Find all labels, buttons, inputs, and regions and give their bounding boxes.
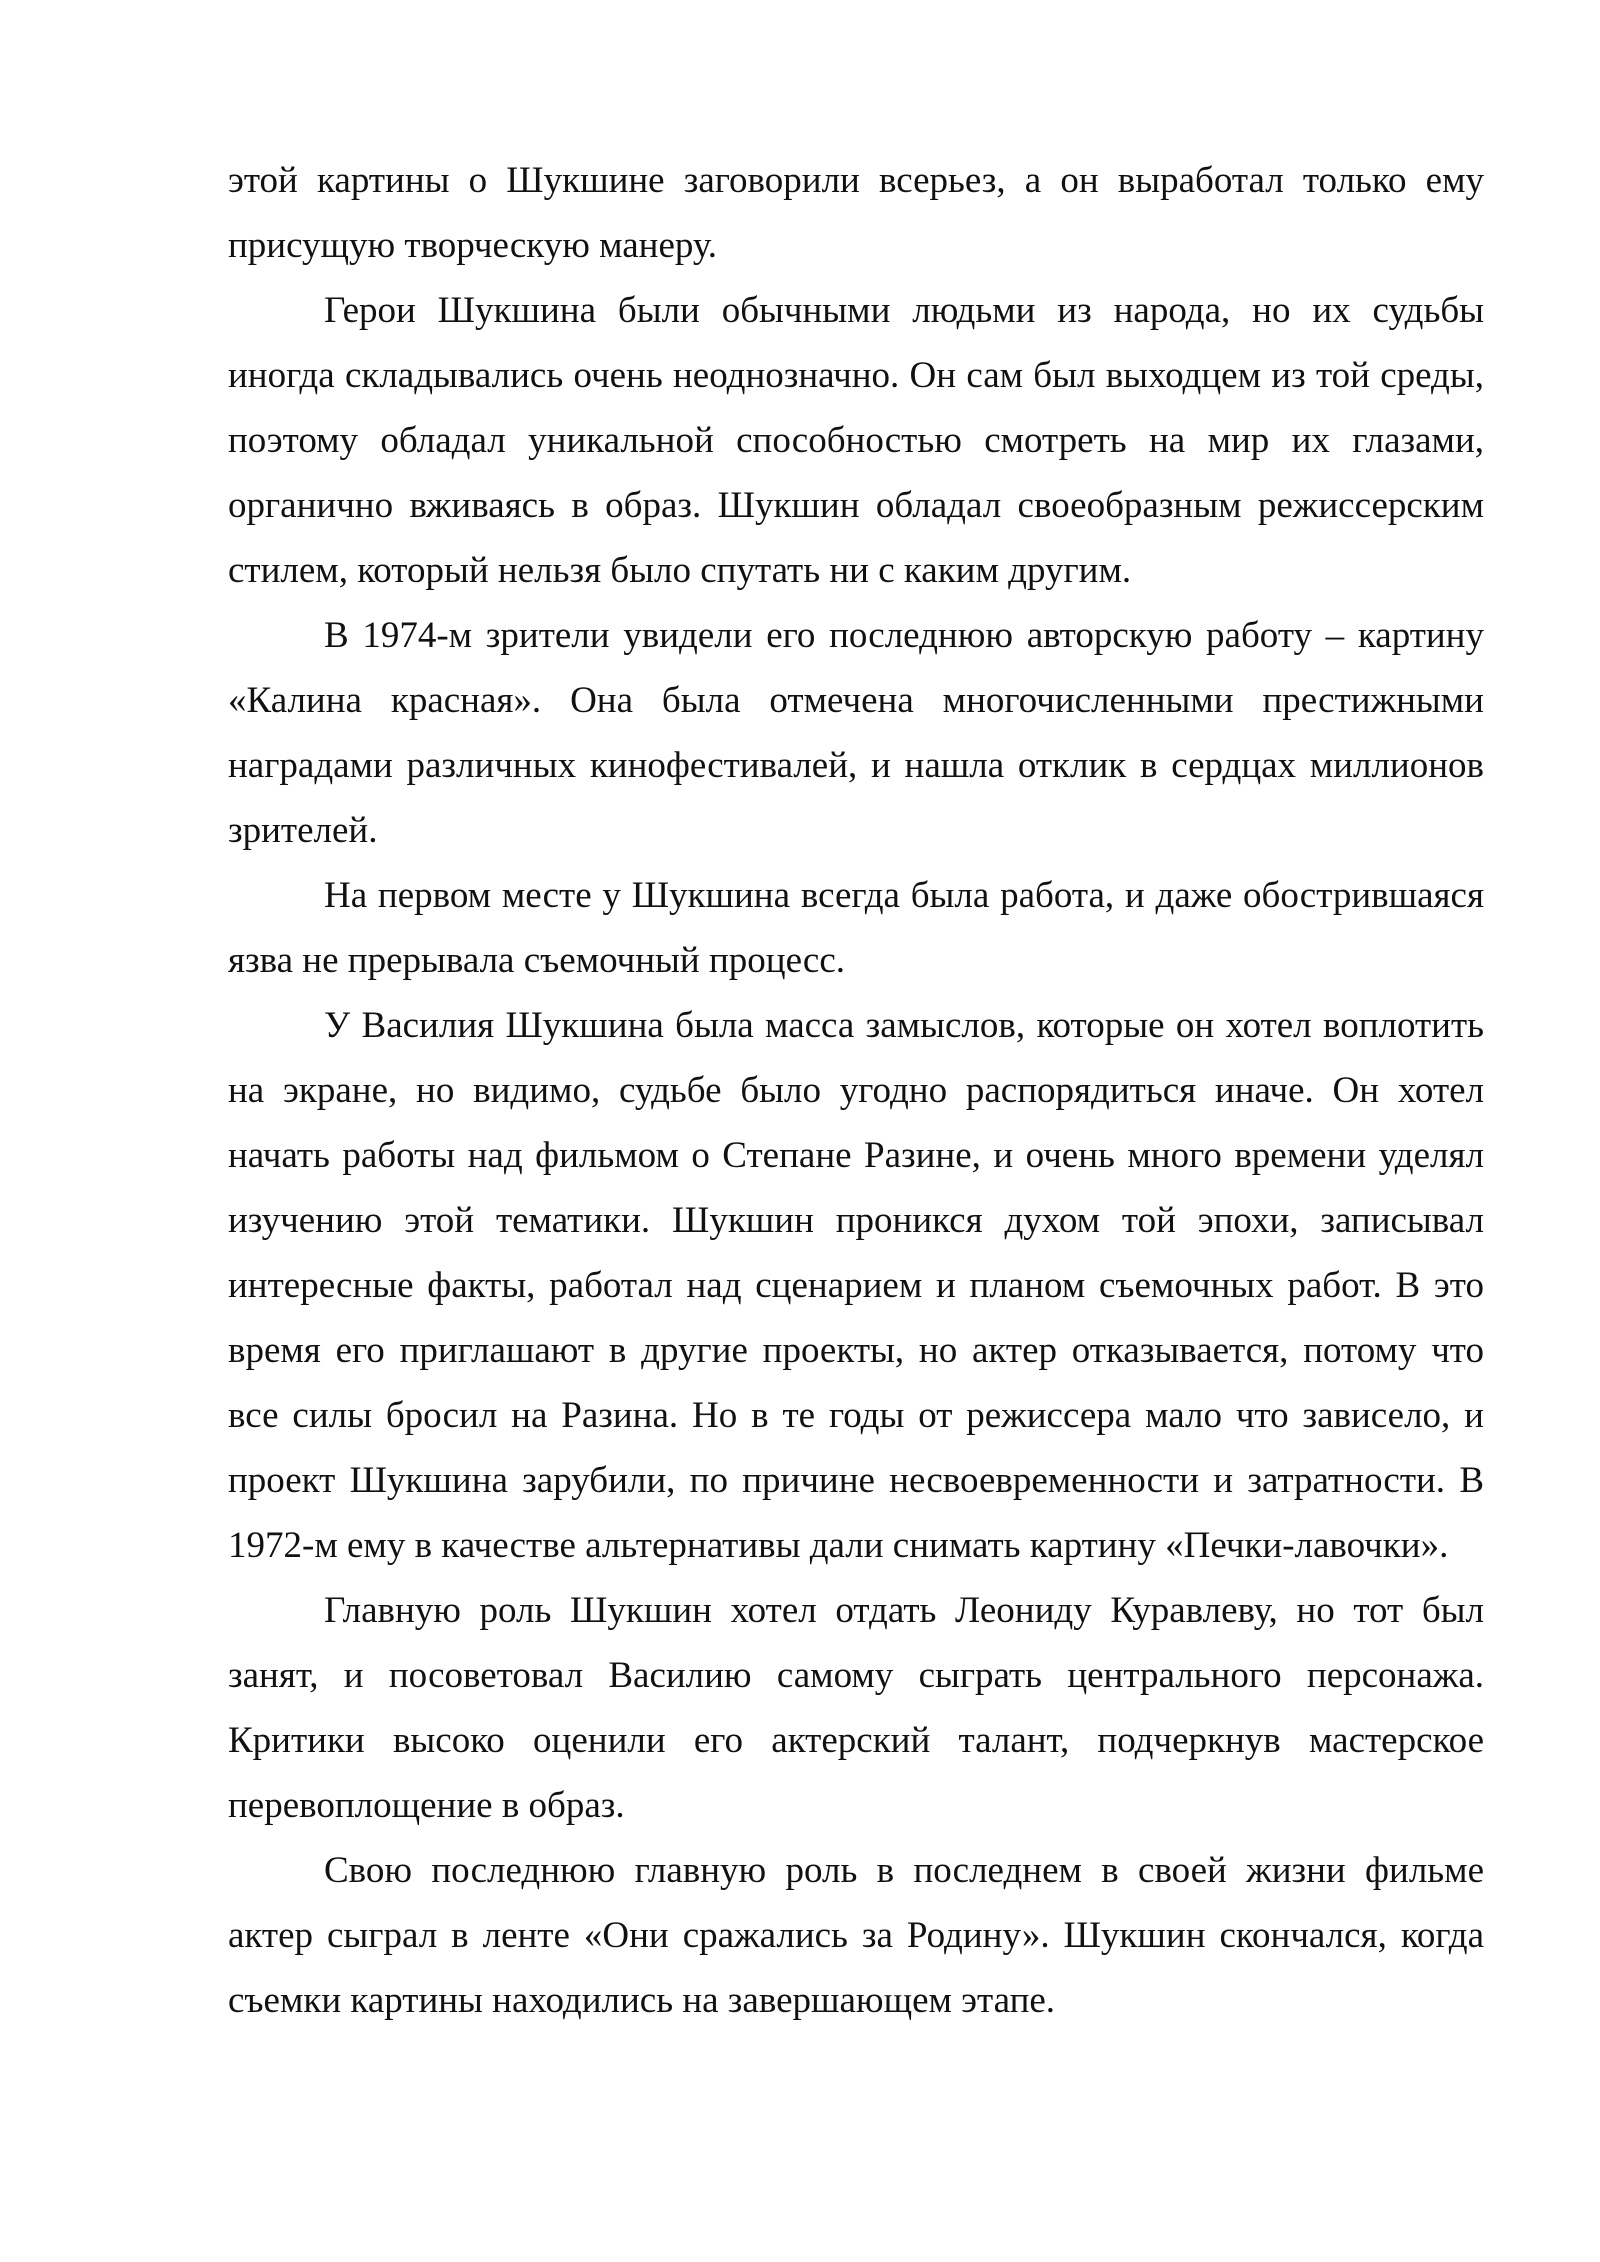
paragraph-continuation: этой картины о Шукшине заговорили всерьез, а он выработал только ему присущую творческую манеру. (228, 160, 1484, 266)
paragraph: На первом месте у Шукшина всегда была работа, и даже обострившаяся язва не прерывала съемочный процесс. (228, 875, 1484, 981)
body-text (228, 148, 1484, 2033)
paragraph: У Василия Шукшина была масса замыслов, которые он хотел воплотить на экране, но видимо, судьбе было угодно распорядиться иначе. Он хотел начать работы над фильмом о Степане Разине, и очень много времени уделял изучению этой тематики. Шукшин проникся духом той эпохи, записывал интересные факты, работал над сценарием и планом съемочных работ. В это время его приглашают в другие проекты, но актер отказывается, потому что все силы бросил на Разина. Но в те годы от режиссера мало что зависело, и проект Шукшина зарубили, по причине несвоевременности и затратности. В 1972-м ему в качестве альтернативы дали снимать картину «Печки-лавочки». (228, 1005, 1484, 1566)
paragraph: Свою последнюю главную роль в последнем в своей жизни фильме актер сыграл в ленте «Они сражались за Родину». Шукшин скончался, когда съемки картины находились на завершающем этапе. (228, 1850, 1484, 2021)
paragraph: В 1974-м зрители увидели его последнюю авторскую работу – картину «Калина красная». Она была отмечена многочисленными престижными наградами различных кинофестивалей, и нашла отклик в сердцах миллионов зрителей. (228, 615, 1484, 851)
paragraph: Главную роль Шукшин хотел отдать Леониду Куравлеву, но тот был занят, и посоветовал Василию самому сыграть центрального персонажа. Критики высоко оценили его актерский талант, подчеркнув мастерское перевоплощение в образ. (228, 1590, 1484, 1826)
paragraph: Герои Шукшина были обычными людьми из народа, но их судьбы иногда складывались очень неоднозначно. Он сам был выходцем из той среды, поэтому обладал уникальной способностью смотреть на мир их глазами, органично вживаясь в образ. Шукшин обладал своеобразным режиссерским стилем, который нельзя было спутать ни с каким другим. (228, 290, 1484, 591)
